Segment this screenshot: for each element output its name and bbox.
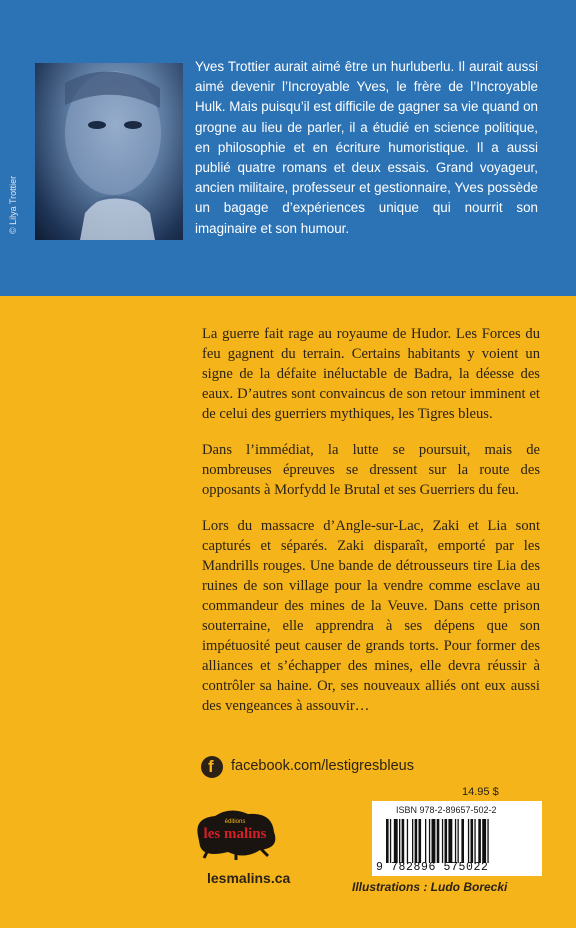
illustrator-credit: Illustrations : Ludo Borecki <box>352 880 508 894</box>
barcode-stripe <box>455 819 456 863</box>
publisher-name: les malins <box>203 826 267 842</box>
isbn: ISBN 978-2-89657-502-2 <box>396 805 497 815</box>
barcode-stripe <box>461 819 464 863</box>
facebook-link[interactable]: facebook.com/lestigresbleus <box>231 758 414 774</box>
barcode-digits: 9 782896 575022 <box>376 861 489 874</box>
barcode-stripe <box>458 819 459 863</box>
barcode-stripe <box>429 819 430 863</box>
barcode-stripe <box>482 819 486 863</box>
publisher-small: éditions <box>224 819 246 825</box>
barcode-stripe <box>468 819 469 863</box>
barcode-stripe <box>402 819 405 863</box>
author-photo <box>35 63 183 240</box>
barcode-bars <box>386 819 530 863</box>
blurb-paragraph: Dans l’immédiat, la lutte se poursuit, mais de nombreuses épreuves se dressent sur la route des opposants à Morfydd le Brutal et ses Guerriers du feu. <box>202 442 540 498</box>
barcode-stripe <box>487 819 488 863</box>
blurb-paragraph: La guerre fait rage au royaume de Hudor. Les Forces du feu gagnent du terrain. Certains habitants y voient un signe de la défaite inéluctable de Badra, la déesse des eaux. D’autres sont convaincus de son retour imminent et de celui des guerriers mythiques, les Tigres bleus. <box>202 326 540 422</box>
barcode-stripe <box>412 819 413 863</box>
barcode-stripe <box>445 819 448 863</box>
barcode-stripe <box>407 819 408 863</box>
barcode-stripe <box>419 819 422 863</box>
barcode-stripe <box>474 819 475 863</box>
facebook-icon[interactable]: f <box>201 756 223 778</box>
barcode <box>372 801 542 876</box>
barcode-stripe <box>448 819 452 863</box>
price: 14.95 $ <box>462 786 499 798</box>
barcode-stripe <box>478 819 481 863</box>
barcode-stripe <box>386 819 389 863</box>
author-bio: Yves Trottier aurait aimé être un hurluberlu. Il aurait aussi aimé devenir l’Incroyable Yves, le frère de l’Incroyable Hulk. Mais puisqu’il est difficile de gagner sa vie quand on grogne au lieu de parler, il a étudié en science politique, en philosophie et en écriture humoristique. Il a aussi publié quatre romans et deux essais. Grand voyageur, ancien militaire, professeur et gestionnaire, Yves possède un bagage d’expériences unique qui nourrit son imaginaire et son humour. <box>195 59 538 236</box>
publisher-logo <box>190 806 280 860</box>
barcode-stripe <box>399 819 400 863</box>
barcode-stripe <box>437 819 440 863</box>
blurb-paragraph: Lors du massacre d’Angle-sur-Lac, Zaki et Lia sont capturés et séparés. Zaki disparaît, emporté par les Mandrills rouges. Une bande de détrousseurs tire Lia des ruines de son village pour la vendre comme esclave au commandeur des mines de la Veuve. Dans cette prison souterraine, elle apprendra à ses dépens que son impétuosité peut causer de grands torts. Pour former des alliances et s’échapper des mines, elle devra réussir à contrôler sa haine. Or, ses nouveaux alliés ont eux aussi des vengeances à assouvir… <box>202 518 540 714</box>
barcode-stripe <box>471 819 474 863</box>
barcode-stripe <box>390 819 391 863</box>
barcode-stripe <box>394 819 398 863</box>
photo-credit: © Lilya Trottier <box>8 175 18 234</box>
barcode-stripe <box>415 819 418 863</box>
barcode-stripe <box>425 819 426 863</box>
barcode-stripe <box>442 819 443 863</box>
publisher-url[interactable]: lesmalins.ca <box>207 870 291 886</box>
author-section <box>0 0 576 296</box>
barcode-stripe <box>432 819 436 863</box>
book-blurb <box>202 324 540 732</box>
